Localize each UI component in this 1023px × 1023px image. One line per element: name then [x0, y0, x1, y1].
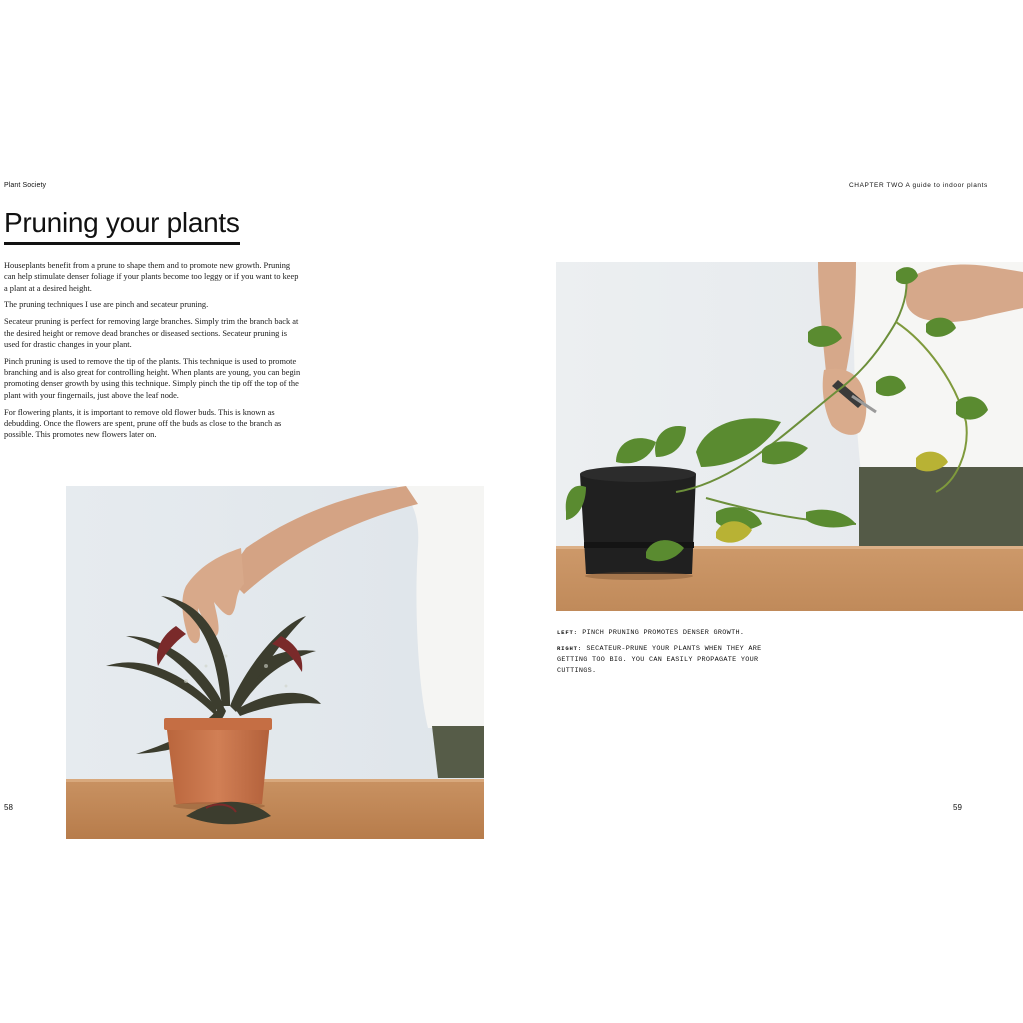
- page-title: Pruning your plants: [4, 206, 240, 245]
- pothos-secateur-pruning-photo: [556, 262, 1023, 611]
- body-text: [4, 260, 302, 446]
- caption-left-key: LEFT:: [557, 629, 578, 636]
- paragraph-pinch: Pinch pruning is used to remove the tip of the plants. This technique is used to promote branching and is also great for controlling height. When plants are young, you can begin promoting denser growth by using this technique. Simply pinch the tip off the top of the plant with your fingernails, just above the leaf node.: [4, 356, 301, 400]
- paragraph-intro: Houseplants benefit from a prune to shape them and to promote new growth. Pruning can help stimulate denser foliage if your plants become too leggy or if you want to keep a plant at a desired height.: [4, 261, 299, 293]
- running-head-left: Plant Society: [4, 182, 47, 189]
- running-head-right: CHAPTER TWO A guide to indoor plants: [849, 182, 988, 189]
- caption-right-text: SECATEUR-PRUNE YOUR PLANTS WHEN THEY ARE GETTING TOO BIG. YOU CAN EASILY PROPAGATE YOUR CUTTINGS.: [557, 645, 762, 675]
- caption-right: [557, 643, 777, 677]
- begonia-pinch-pruning-photo: [66, 486, 484, 839]
- paragraph-flowering: For flowering plants, it is important to remove old flower buds. This is known as debudding. Once the flowers are spent, prune off the buds as close to the branch as possible. This promotes new flowers later on.: [4, 407, 282, 440]
- caption-left: [557, 627, 777, 639]
- caption-left-text: PINCH PRUNING PROMOTES DENSER GROWTH.: [582, 629, 745, 637]
- paragraph-secateur: Secateur pruning is perfect for removing large branches. Simply trim the branch back at the desired height or remove dead branches or diseased sections. Secateur pruning is used for drastic changes in your plant.: [4, 317, 299, 349]
- page-number-left: 58: [4, 803, 13, 812]
- photo-captions: [557, 627, 777, 681]
- caption-right-key: RIGHT:: [557, 645, 582, 652]
- page-number-right: 59: [953, 803, 962, 812]
- paragraph-techniques: The pruning techniques I use are pinch and secateur pruning.: [4, 300, 209, 310]
